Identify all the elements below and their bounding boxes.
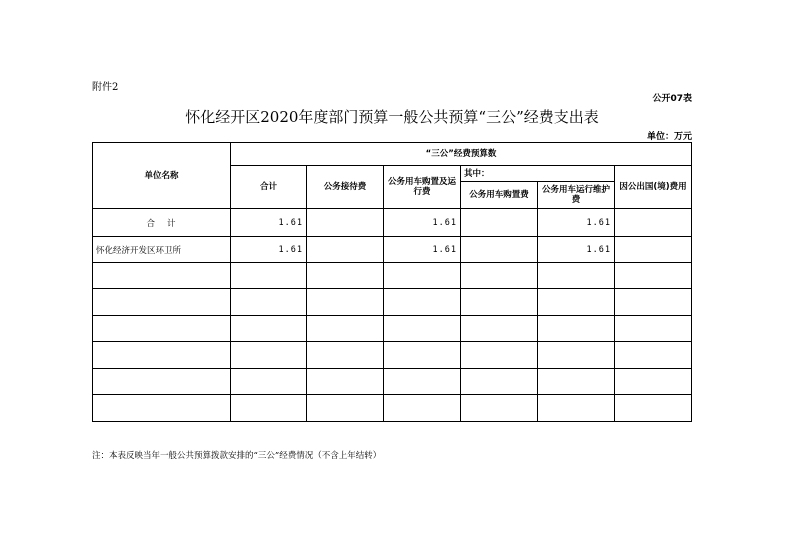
- footnote: 注：本表反映当年一般公共预算拨款安排的“三公”经费情况（不含上年结转）: [92, 451, 382, 461]
- header-unit-name: 单位名称: [93, 143, 231, 209]
- cell-reception: [307, 209, 384, 237]
- unit-label: 单位：万元: [646, 132, 692, 142]
- form-number: 公开07表: [652, 94, 692, 104]
- cell-reception: [307, 237, 384, 263]
- cell-vehicle-operation: 1.61: [538, 237, 615, 263]
- cell-vehicle: 1.61: [384, 237, 461, 263]
- budget-table: [92, 142, 692, 422]
- cell-vehicle-operation: 1.61: [538, 209, 615, 237]
- cell-total: 1.61: [231, 237, 307, 263]
- header-vehicle: 公务用车购置及运行费: [384, 166, 461, 209]
- empty-row: [93, 395, 692, 422]
- empty-row: [93, 263, 692, 289]
- row-name: 怀化经济开发区环卫所: [93, 237, 231, 263]
- table-row: [93, 209, 692, 237]
- empty-row: [93, 342, 692, 369]
- empty-row: [93, 369, 692, 395]
- header-vehicle-operation: 公务用车运行维护费: [538, 182, 615, 209]
- cell-vehicle: 1.61: [384, 209, 461, 237]
- cell-vehicle-purchase: [461, 237, 538, 263]
- cell-total: 1.61: [231, 209, 307, 237]
- empty-row: [93, 316, 692, 342]
- attachment-label: 附件2: [92, 82, 119, 93]
- header-abroad: 因公出国(境)费用: [615, 166, 692, 209]
- table-row: [93, 237, 692, 263]
- header-budget-group: “三公”经费预算数: [231, 143, 692, 166]
- cell-vehicle-purchase: [461, 209, 538, 237]
- row-name: 合计: [93, 209, 231, 237]
- header-vehicle-purchase: 公务用车购置费: [461, 182, 538, 209]
- header-reception: 公务接待费: [307, 166, 384, 209]
- page-title: 怀化经开区2020年度部门预算一般公共预算“三公”经费支出表: [185, 108, 599, 126]
- header-of-which: 其中：: [461, 166, 615, 182]
- header-total: 合计: [231, 166, 307, 209]
- cell-abroad: [615, 237, 692, 263]
- empty-row: [93, 289, 692, 316]
- cell-abroad: [615, 209, 692, 237]
